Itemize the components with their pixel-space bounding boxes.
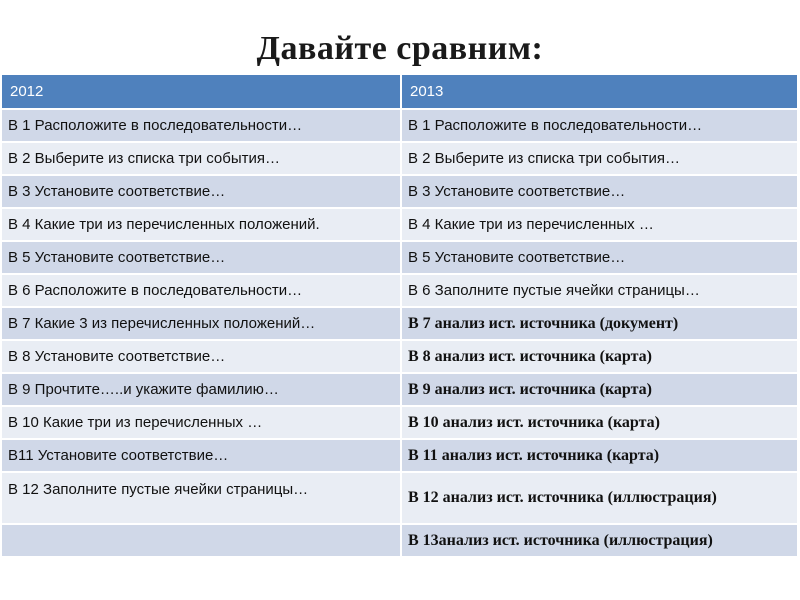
table-row bbox=[2, 274, 798, 307]
table-row bbox=[2, 373, 798, 406]
cell-2013: В 8 анализ ист. источника (карта) bbox=[401, 340, 798, 373]
cell-2012: В 12 Заполните пустые ячейки страницы… bbox=[2, 472, 401, 524]
cell-2013: В 4 Какие три из перечисленных … bbox=[401, 208, 798, 241]
cell-2013: В 11 анализ ист. источника (карта) bbox=[401, 439, 798, 472]
cell-2012: В 7 Какие 3 из перечисленных положений… bbox=[2, 307, 401, 340]
cell-2013: В 7 анализ ист. источника (документ) bbox=[401, 307, 798, 340]
cell-2013: В 2 Выберите из списка три события… bbox=[401, 142, 798, 175]
cell-2012: В 8 Установите соответствие… bbox=[2, 340, 401, 373]
comparison-table bbox=[2, 75, 799, 556]
cell-2013: В 1 Расположите в последовательности… bbox=[401, 109, 798, 142]
table-row bbox=[2, 175, 798, 208]
cell-2012: В 9 Прочтите…..и укажите фамилию… bbox=[2, 373, 401, 406]
table-row bbox=[2, 406, 798, 439]
table-row bbox=[2, 472, 798, 524]
table-row bbox=[2, 524, 798, 556]
cell-2012: В 1 Расположите в последовательности… bbox=[2, 109, 401, 142]
cell-2013: В 6 Заполните пустые ячейки страницы… bbox=[401, 274, 798, 307]
cell-2013: В 3 Установите соответствие… bbox=[401, 175, 798, 208]
cell-2012: В 4 Какие три из перечисленных положений. bbox=[2, 208, 401, 241]
cell-2012: В 6 Расположите в последовательности… bbox=[2, 274, 401, 307]
table-row bbox=[2, 340, 798, 373]
cell-2013: В 5 Установите соответствие… bbox=[401, 241, 798, 274]
cell-2013: В 10 анализ ист. источника (карта) bbox=[401, 406, 798, 439]
cell-2012: В 3 Установите соответствие… bbox=[2, 175, 401, 208]
cell-2013: В 13анализ ист. источника (иллюстрация) bbox=[401, 524, 798, 556]
table-row bbox=[2, 307, 798, 340]
table-header-row bbox=[2, 75, 798, 109]
column-header-2012: 2012 bbox=[2, 75, 401, 109]
table-row bbox=[2, 439, 798, 472]
column-header-2013: 2013 bbox=[401, 75, 798, 109]
cell-2012: В 5 Установите соответствие… bbox=[2, 241, 401, 274]
cell-2012: В 10 Какие три из перечисленных … bbox=[2, 406, 401, 439]
cell-2012: В11 Установите соответствие… bbox=[2, 439, 401, 472]
cell-2012: В 2 Выберите из списка три события… bbox=[2, 142, 401, 175]
cell-2012 bbox=[2, 524, 401, 556]
slide-title: Давайте сравним: bbox=[256, 30, 544, 67]
cell-2013: В 12 анализ ист. источника (иллюстрация) bbox=[401, 472, 798, 524]
table-row bbox=[2, 241, 798, 274]
cell-2013: В 9 анализ ист. источника (карта) bbox=[401, 373, 798, 406]
table-row bbox=[2, 208, 798, 241]
table-row bbox=[2, 109, 798, 142]
table-row bbox=[2, 142, 798, 175]
